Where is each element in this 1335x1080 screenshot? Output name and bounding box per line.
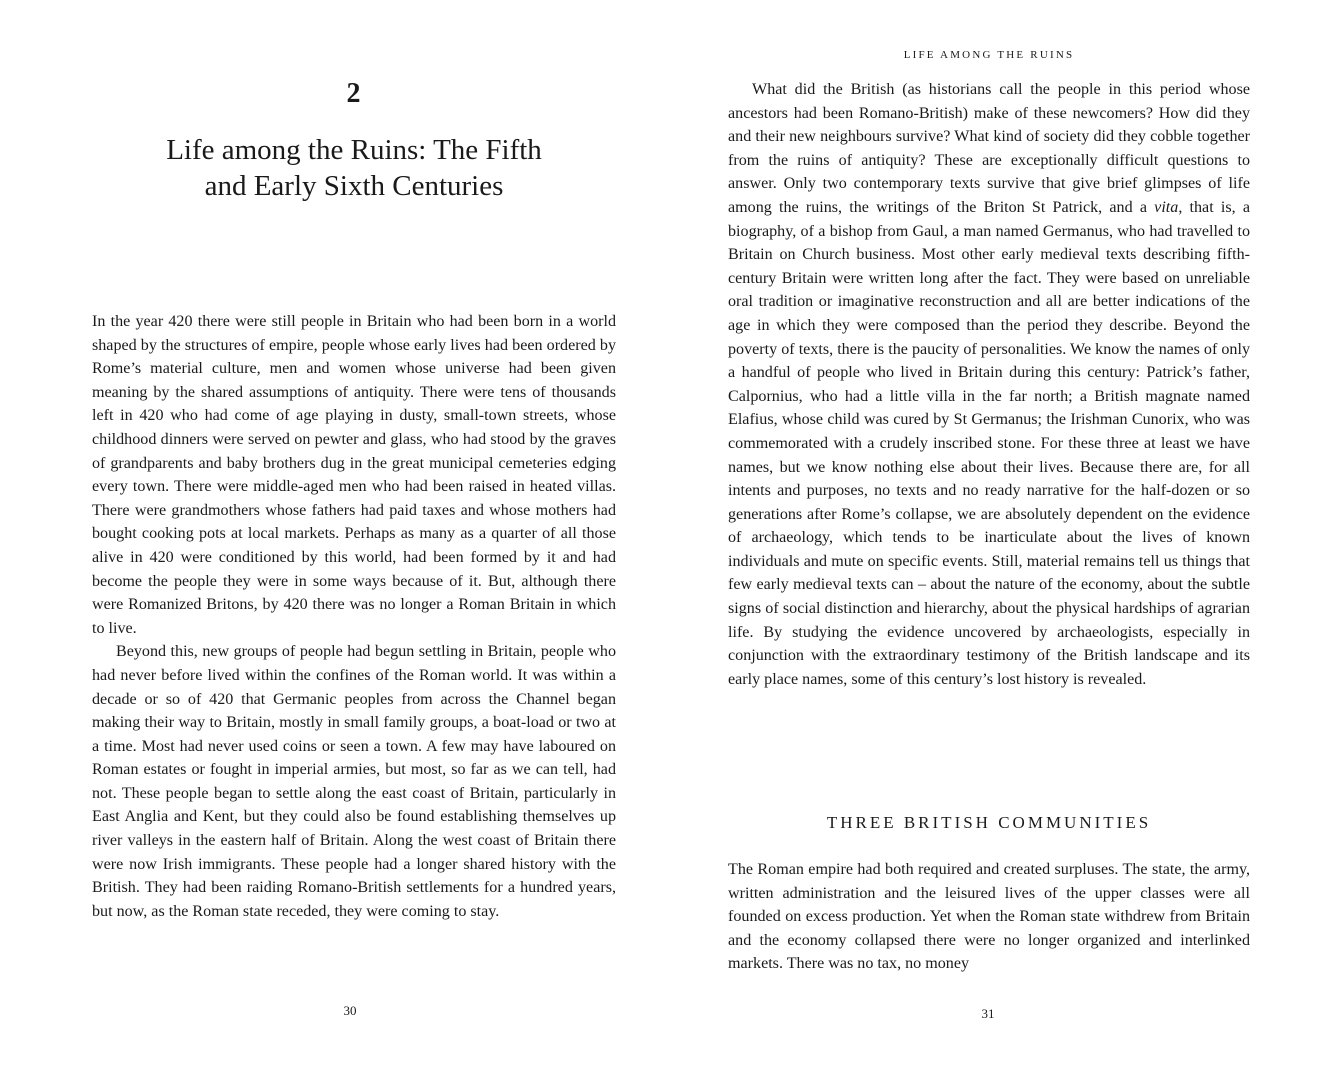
chapter-number: 2 xyxy=(346,78,362,109)
paragraph: In the year 420 there were still people in Britain who had been born in a world shaped by the structures of empire, people whose early lives had been ordered by Rome’s material culture, men and women whose universe had been given meaning by the shared assumptions of antiquity. There were tens of thousands left in 420 who had come of age playing in dusty, small-town streets, whose childhood dinners were served on pewter and glass, who had stood by the graves of grandparents and baby brothers dug in the great municipal cemeteries edging every town. There were middle-aged men who had been raised in heated villas. There were grandmothers whose fathers had paid taxes and whose mothers had bought cooking pots at local markets. Perhaps as many as a quarter of all those alive in 420 were conditioned by this world, had been formed by it and had become the people they were in some ways because of it. But, although there were Romanized Britons, by 420 there was no longer a Roman Britain in which to live. xyxy=(92,313,616,637)
paragraph-text: What did the British (as historians call the people in this period whose ancestors had been Romano-British) make of these newcomers? How did they and their new neighbours survive? What kind of society did they cobble together from the ruins of antiquity? These are exceptionally difficult questions to answer. Only two contemporary texts survive that give brief glimpses of life among the ruins, the writings of the Briton St Patrick, and a xyxy=(728,81,1250,216)
page-number: 30 xyxy=(343,1003,357,1018)
right-body-text-2 xyxy=(728,858,1250,976)
page-number: 31 xyxy=(981,1006,995,1021)
chapter-title-line-2: and Early Sixth Centuries xyxy=(204,170,504,202)
paragraph-text: , that is, a biography, of a bishop from Gaul, a man named Germanus, who had travelled to Britain on Church business. Most other early medieval texts describing fifth-century Britain were written long after the fact. They were based on unreliable oral tradition or imaginative reconstruction and all are better indications of the age in which they were composed than the period they describe. Beyond the poverty of texts, there is the paucity of personalities. We know the names of only a handful of people who lived in Britain during this century: Patrick’s father, Calpornius, who had a little villa in the far north; a British magnate named Elafius, whose child was cured by St Germanus; the Irishman Cunorix, who was commemorated with a crudely inscribed stone. For these three at least we have names, but we know nothing else about their lives. Because there are, for all intents and purposes, no texts and no ready narrative for the half-dozen or so generations after Rome’s collapse, we are absolutely dependent on the evidence of archaeology, which tends to be inarticulate about the lives of known individuals and mute on specific events. Still, material remains tell us things that few early medieval texts can – about the nature of the economy, about the subtle signs of social distinction and hierarchy, about the physical hardships of agrarian life. By studying the evidence uncovered by archaeologists, especially in conjunction with the extraordinary testimony of the British landscape and its early place names, some of this century’s lost history is revealed. xyxy=(728,198,1250,688)
running-head: LIFE AMONG THE RUINS xyxy=(903,49,1075,61)
chapter-title xyxy=(92,132,616,204)
right-page xyxy=(667,0,1335,1080)
left-page xyxy=(0,0,667,1080)
paragraph: Beyond this, new groups of people had begun settling in Britain, people who had never before lived within the confines of the Roman world. It was within a decade or so of 420 that Germanic peoples from across the Channel began making their way to Britain, mostly in small family groups, a boat-load or two at a time. Most had never used coins or seen a town. A few may have laboured on Roman estates or fought in imperial armies, but most, so far as we can tell, had not. These people began to settle along the east coast of Britain, particularly in East Anglia and Kent, but they could also be found establishing themselves up river valleys in the eastern half of Britain. Along the west coast of Britain there were now Irish immigrants. These people had a longer shared history with the British. They had been raiding Romano-British settlements for a hundred years, but now, as the Roman state receded, they were coming to stay. xyxy=(92,643,616,920)
right-body-text xyxy=(728,78,1250,691)
paragraph xyxy=(728,78,1250,691)
paragraph: The Roman empire had both required and created surpluses. The state, the army, written administration and the leisured lives of the upper classes were all founded on excess production. Yet when the Roman state withdrew from Britain and the economy collapsed there were no longer organized and interlinked markets. There was no tax, no money xyxy=(728,861,1250,973)
chapter-title-line-1: Life among the Ruins: The Fifth xyxy=(166,134,542,166)
left-body-text xyxy=(92,310,616,923)
section-heading: THREE BRITISH COMMUNITIES xyxy=(826,813,1152,832)
italic-term: vita xyxy=(1154,198,1179,216)
